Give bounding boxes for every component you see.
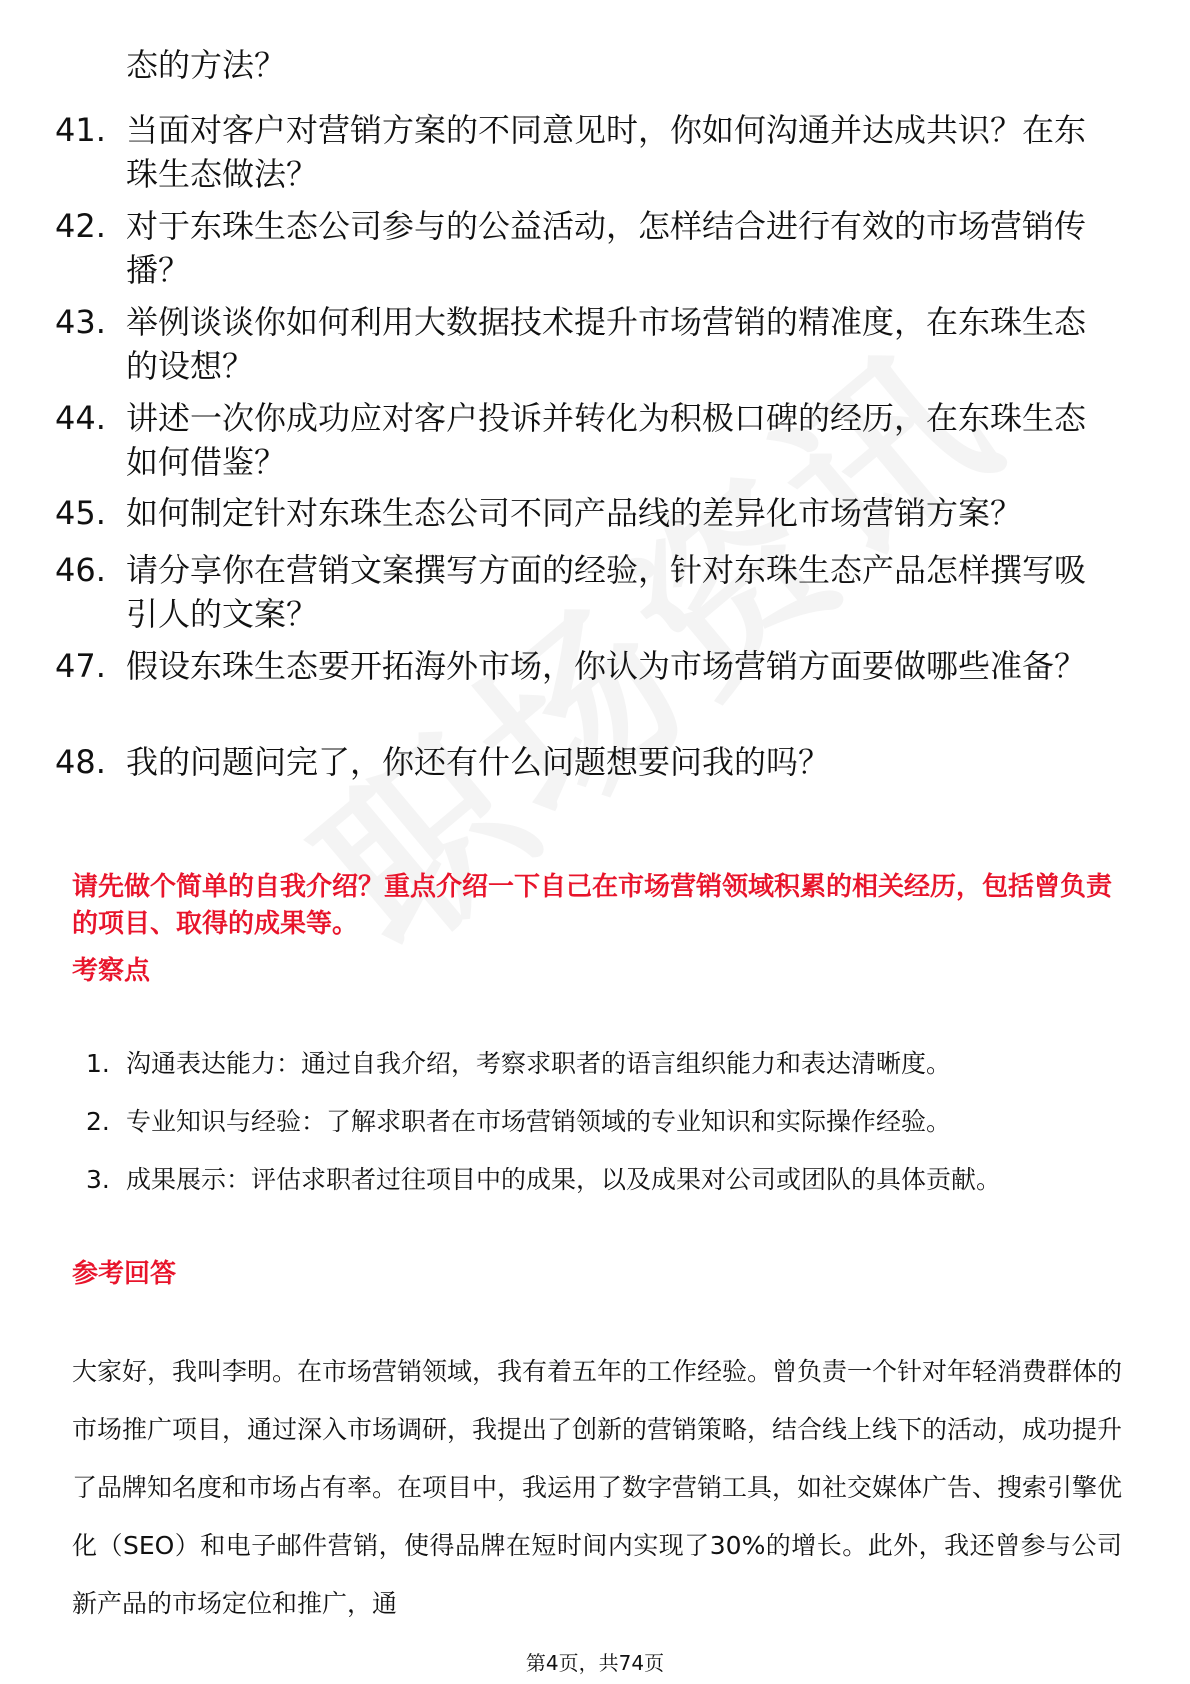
question-item — [55, 204, 1115, 292]
question-number: 45. — [55, 494, 106, 532]
reference-answer — [72, 1343, 1122, 1633]
answer-paragraph: 大家好，我叫李明。在市场营销领域，我有着五年的工作经验。曾负责一个针对年轻消费群体的市场推广项目，通过深入市场调研，我提出了创新的营销策略，结合线上线下的活动，成功提升了品牌知名度和市场占有率。在项目中，我运用了数字营销工具，如社交媒体广告、搜索引擎优化（SEO）和电子邮件营销，使得品牌在短时间内实现了30%的增长。此外，我还曾参与公司新产品的市场定位和推广，通 — [72, 1357, 1123, 1618]
question-item — [55, 300, 1115, 388]
list-item — [86, 1093, 1086, 1151]
question-text: 讲述一次你成功应对客户投诉并转化为积极口碑的经历，在东珠生态如何借鉴？ — [126, 399, 1087, 481]
question-text: 请分享你在营销文案撰写方面的经验，针对东珠生态产品怎样撰写吸引人的文案？ — [126, 551, 1087, 633]
question-text: 对于东珠生态公司参与的公益活动，怎样结合进行有效的市场营销传播？ — [126, 207, 1087, 289]
point-text: 专业知识与经验：了解求职者在市场营销领域的专业知识和实际操作经验。 — [126, 1107, 952, 1136]
point-text: 成果展示：评估求职者过往项目中的成果，以及成果对公司或团队的具体贡献。 — [126, 1165, 1002, 1194]
question-number: 42. — [55, 207, 106, 245]
question-number: 46. — [55, 551, 106, 589]
page-footer: 第4页，共74页 — [525, 1651, 665, 1675]
list-item — [86, 1035, 1086, 1093]
question-item — [55, 548, 1115, 636]
question-text: 如何制定针对东珠生态公司不同产品线的差异化市场营销方案？ — [126, 494, 1023, 532]
point-number: 2. — [86, 1107, 110, 1136]
points-list — [86, 1035, 1086, 1209]
question-text: 我的问题问完了，你还有什么问题想要问我的吗？ — [126, 743, 831, 781]
question-item — [55, 491, 1115, 535]
question-continuation: 态的方法？ — [126, 46, 287, 84]
question-text: 假设东珠生态要开拓海外市场，你认为市场营销方面要做哪些准备？ — [126, 647, 1087, 685]
point-number: 3. — [86, 1165, 110, 1194]
section-title-answer: 参考回答 — [72, 1259, 177, 1289]
question-number: 43. — [55, 303, 106, 341]
question-number: 41. — [55, 111, 106, 149]
section-title-points: 考察点 — [72, 956, 151, 986]
list-item — [86, 1151, 1086, 1209]
question-item — [55, 108, 1115, 196]
question-item — [55, 740, 1115, 784]
question-number: 47. — [55, 647, 106, 685]
question-item — [55, 644, 1115, 688]
question-number: 44. — [55, 399, 106, 437]
question-item — [55, 396, 1115, 484]
highlighted-question: 请先做个简单的自我介绍？重点介绍一下自己在市场营销领域积累的相关经历，包括曾负责的项目、取得的成果等。 — [72, 872, 1113, 939]
point-text: 沟通表达能力：通过自我介绍，考察求职者的语言组织能力和表达清晰度。 — [126, 1049, 952, 1078]
question-text: 当面对客户对营销方案的不同意见时，你如何沟通并达成共识？在东珠生态做法？ — [126, 111, 1087, 193]
question-number: 48. — [55, 743, 106, 781]
question-text: 举例谈谈你如何利用大数据技术提升市场营销的精准度，在东珠生态的设想？ — [126, 303, 1087, 385]
point-number: 1. — [86, 1049, 110, 1078]
